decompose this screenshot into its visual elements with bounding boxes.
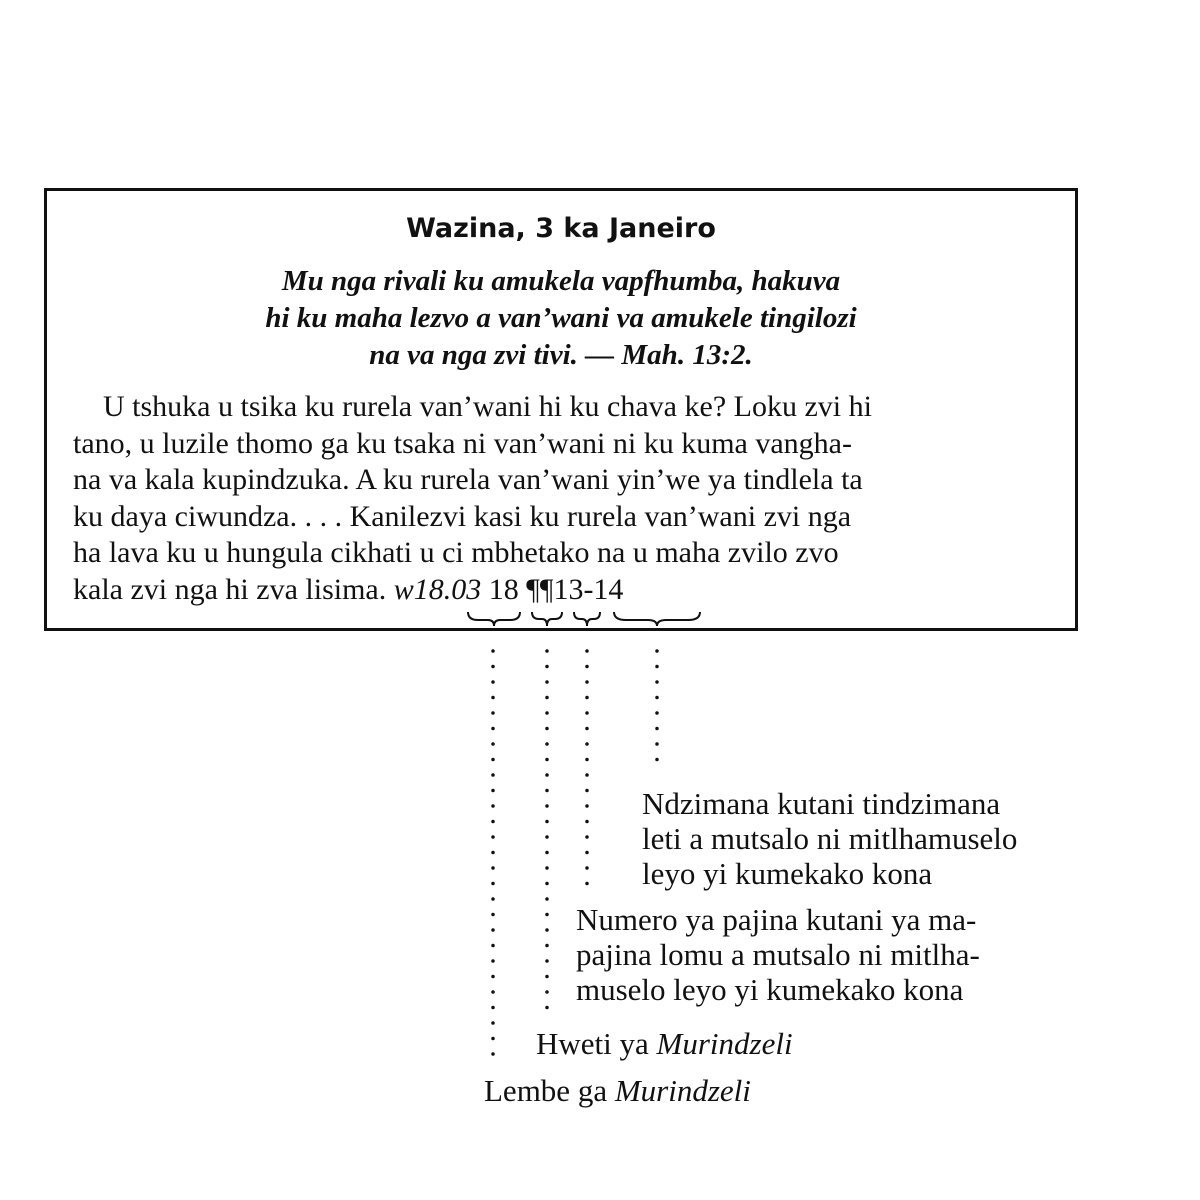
callout-line: Numero ya pajina kutani ya ma- (576, 902, 977, 937)
callout-line: muselo leyo yi kumekako kona (576, 972, 964, 1007)
month-leader-line (544, 648, 550, 1014)
reference-paragraphs: ¶¶13-14 (526, 572, 624, 606)
comment-text (73, 389, 872, 608)
callout-line: Ndzimana kutani tindzimana (642, 786, 1001, 821)
reference-page: 18 (488, 572, 519, 606)
year-leader-line (490, 648, 496, 1058)
reference-publication-issue: w18.03 (393, 572, 482, 606)
comment-line: ha lava ku u hungula cikhati u ci mbhetako na u maha zvilo zvo (73, 536, 839, 569)
callout-italic: Murindzeli (614, 1073, 751, 1108)
verse-line: na va nga zvi tivi. — Mah. 13:2. (369, 339, 753, 371)
verse-line: Mu nga rivali ku amukela vapfhumba, hakuva (281, 265, 841, 297)
comment-line-text: kala zvi nga hi zva lisima. (73, 572, 387, 606)
paragraphs-callout (642, 786, 1017, 891)
verse-quote (87, 263, 1035, 374)
month-brace-icon (530, 608, 564, 628)
page-callout (576, 902, 980, 1007)
day-heading: Wazina, 3 ka Janeiro (406, 213, 716, 244)
daily-text-box (44, 188, 1078, 631)
comment-line: na va kala kupindzuka. A ku rurela van’wani yin’we ya tindlela ta (73, 463, 863, 496)
comment-line: tano, u luzile thomo ga ku tsaka ni van’wani ni ku kuma vangha- (73, 426, 852, 460)
callout-prefix: Hweti ya (536, 1026, 649, 1061)
paragraphs-leader-line (654, 648, 660, 776)
comment-last-line (73, 572, 872, 609)
callout-italic: Murindzeli (656, 1026, 793, 1061)
callout-line: leti a mutsalo ni mitlhamuselo (642, 821, 1018, 856)
verse-line: hi ku maha lezvo a van’wani va amukele tingilozi (265, 302, 857, 334)
page-brace-icon (572, 608, 602, 628)
month-callout (536, 1026, 793, 1061)
page-leader-line (584, 648, 590, 888)
callout-line: leyo yi kumekako kona (642, 856, 933, 891)
comment-line: ku daya ciwundza. . . . Kanilezvi kasi ku rurela van’wani zvi nga (73, 499, 852, 533)
paragraphs-brace-icon (612, 608, 702, 628)
callout-prefix: Lembe ga (484, 1073, 608, 1108)
year-callout (484, 1073, 751, 1108)
callout-line: pajina lomu a mutsalo ni mitlha- (576, 937, 980, 972)
year-brace-icon (466, 608, 522, 628)
comment-line: U tshuka u tsika ku rurela van’wani hi ku chava ke? Loku zvi hi (103, 390, 872, 423)
